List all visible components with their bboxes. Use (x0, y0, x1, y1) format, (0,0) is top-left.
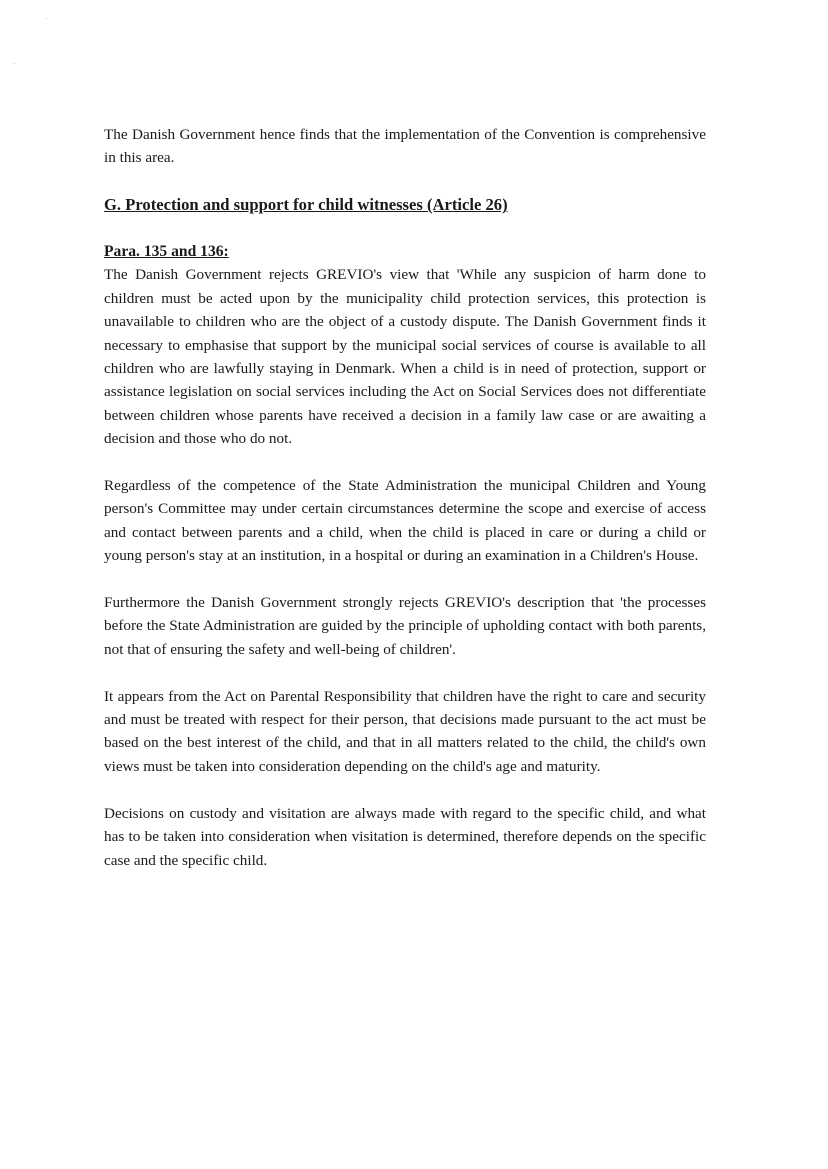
body-paragraph: Furthermore the Danish Government strongly rejects GREVIO's description that 'the processes before the State Administration are guided by the principle of upholding contact with both parents, not that of ensuring the safety and well-being of children'. (104, 594, 706, 658)
section-heading: G. Protection and support for child witnesses (Article 26) (104, 195, 508, 215)
document-body (104, 123, 706, 872)
sub-heading: Para. 135 and 136: (104, 243, 229, 260)
scan-speck (46, 18, 47, 19)
body-paragraph: It appears from the Act on Parental Responsibility that children have the right to care and security and must be treated with respect for their person, that decisions made pursuant to the act must be based on the best interest of the child, and that in all matters related to the child, the child's own views must be taken into consideration depending on the child's age and maturity. (104, 687, 706, 775)
intro-paragraph: The Danish Government hence finds that the implementation of the Convention is comprehensive in this area. (104, 126, 706, 167)
body-paragraph: Decisions on custody and visitation are always made with regard to the specific child, and what has to be taken into consideration when visitation is determined, therefore depends on the specific case and the specific child. (104, 804, 706, 869)
body-paragraph: Regardless of the competence of the State Administration the municipal Children and Young person's Committee may under certain circumstances determine the scope and exercise of access and contact between parents and a child, when the child is placed in care or during a child or young person's stay at an institution, in a hospital or during an examination in a Children's House. (104, 477, 706, 565)
body-paragraph: The Danish Government rejects GREVIO's view that 'While any suspicion of harm done to children must be acted upon by the municipality child protection services, this protection is unavailable to children who are the object of a custody dispute. The Danish Government finds it necessary to emphasise that support by the municipal social services of course is available to all children who are lawfully staying in Denmark. When a child is in need of protection, support or assistance legislation on social services including the Act on Social Services does not differentiate between children whose parents have received a decision in a family law case or are awaiting a decision and those who do not. (104, 266, 706, 448)
scan-speck (14, 63, 15, 64)
